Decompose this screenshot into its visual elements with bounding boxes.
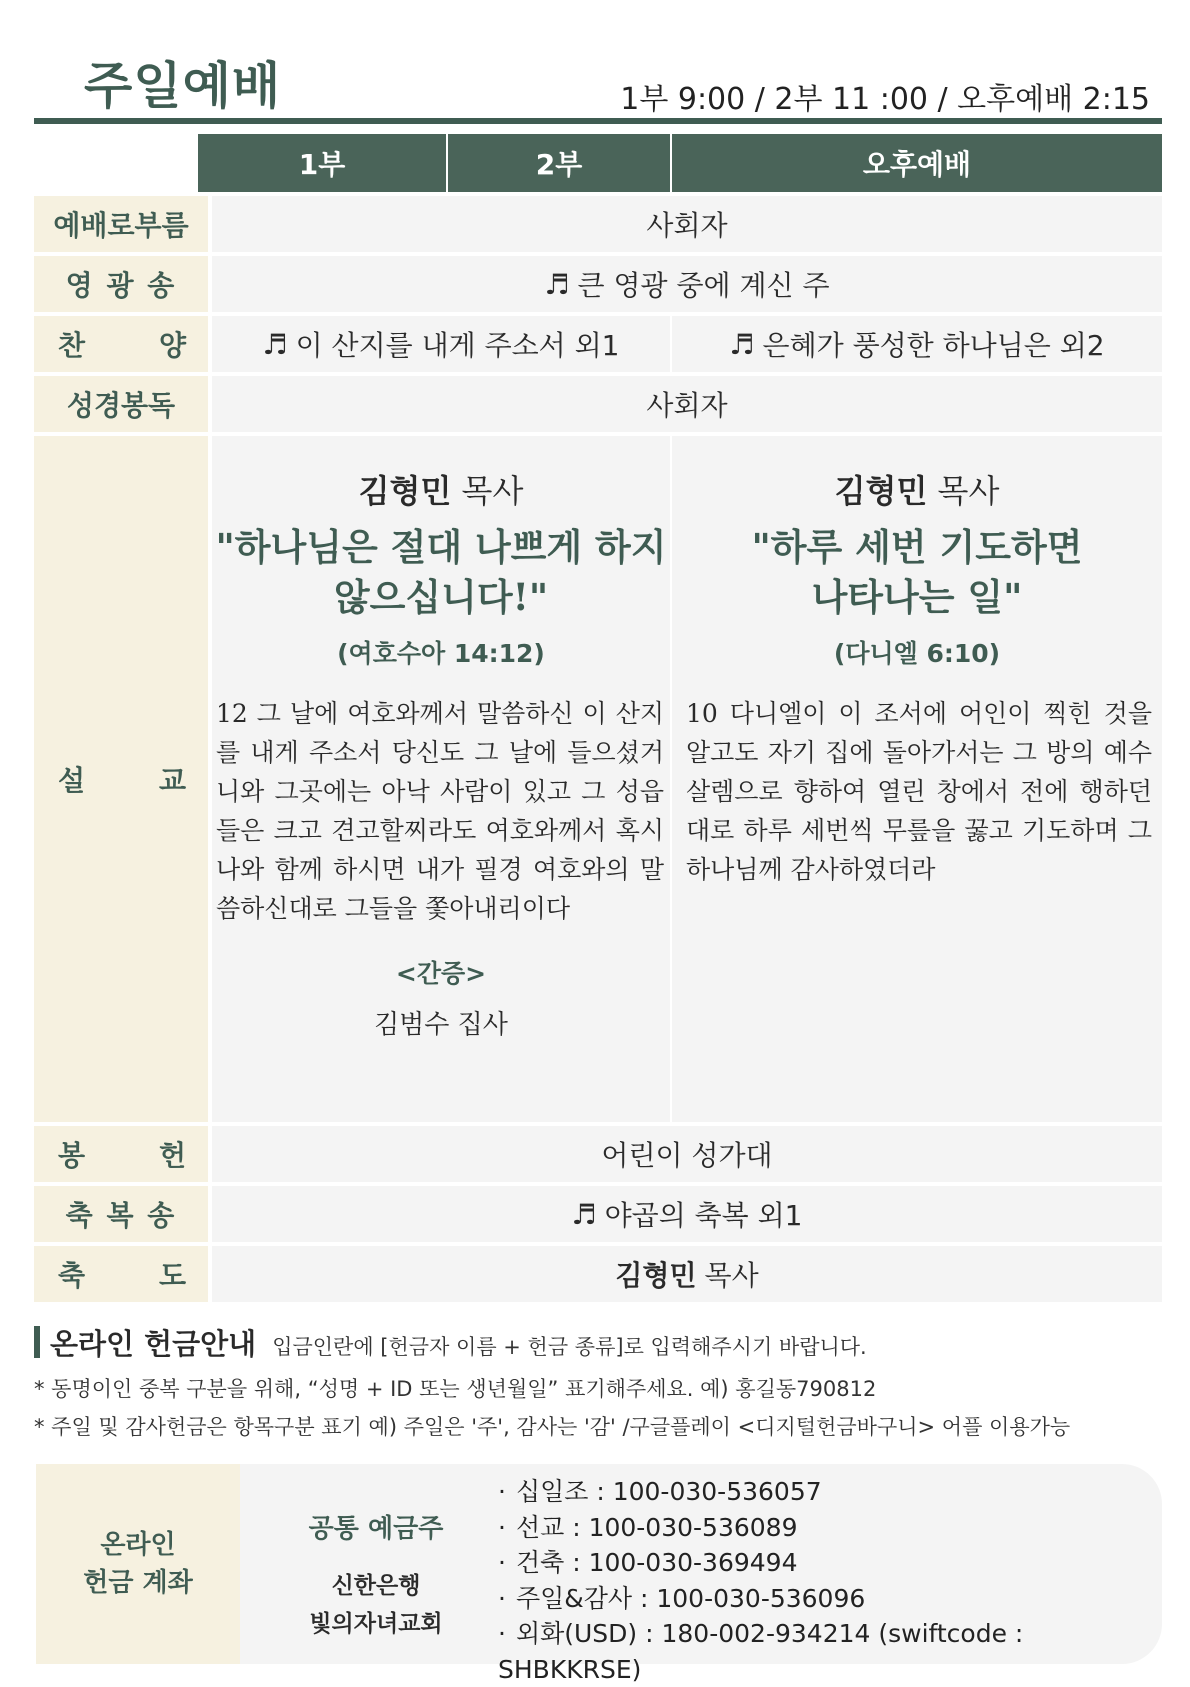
scripture-value: 사회자 — [212, 376, 1162, 432]
online-offering-note: * 동명이인 중복 구분을 위해, “성명 + ID 또는 생년월일” 표기해주세요. 예) 홍길동790812 — [34, 1377, 877, 1401]
call-value: 사회자 — [212, 196, 1162, 252]
preacher-name: 김형민 — [834, 472, 928, 510]
account-label — [36, 1464, 240, 1664]
account-item: · 주일&감사 : 100-030-536096 — [498, 1581, 1162, 1617]
account-holder-title: 공통 예금주 — [308, 1514, 444, 1544]
sermon-left — [212, 436, 670, 1122]
account-label-line: 헌금 계좌 — [83, 1568, 193, 1598]
row-label-char: 교 — [158, 764, 186, 797]
row-label-char: 봉 — [58, 1139, 86, 1172]
testimony-title: <간증> — [395, 959, 487, 988]
testimony-speaker: 김범수 집사 — [374, 1010, 508, 1040]
row-label-char: 축 — [58, 1259, 86, 1292]
blessing-song-value: 야곱의 축복 외1 — [604, 1199, 803, 1232]
blessing-song-cell — [212, 1186, 1162, 1242]
sermon-reference: (다니엘 6:10) — [833, 639, 1001, 668]
account-list — [498, 1474, 1162, 1687]
sermon-title-line: "하나님은 절대 나쁘게 하지 — [215, 525, 667, 569]
online-offering-note: * 주일 및 감사헌금은 항목구분 표기 예) 주일은 '주', 감사는 '감' /구글플레이 <디지털헌금바구니> 어플 이용가능 — [34, 1415, 1071, 1439]
account-item: · 선교 : 100-030-536089 — [498, 1510, 1162, 1546]
row-label-text: 영 광 송 — [65, 269, 177, 302]
row-label-blessing-song — [34, 1186, 208, 1242]
sermon-title-line: "하루 세번 기도하면 — [751, 525, 1083, 569]
music-note-icon: ♬ — [729, 327, 755, 361]
music-note-icon: ♬ — [262, 327, 288, 361]
account-item: · 외화(USD) : 180-002-934214 (swiftcode : SHBKKRSE) — [498, 1616, 1162, 1687]
row-label-text: 축 복 송 — [65, 1199, 177, 1232]
account-label-line: 온라인 — [100, 1530, 176, 1560]
service-times: 1부 9:00 / 2부 11 :00 / 오후예배 2:15 — [620, 82, 1150, 117]
row-label-char: 헌 — [158, 1139, 186, 1172]
online-offering-desc: 입금인란에 [헌금자 이름 + 헌금 종류]로 입력해주시기 바랍니다. — [272, 1335, 867, 1359]
online-offering-info — [34, 1322, 1162, 1441]
benediction-title: 목사 — [704, 1259, 759, 1292]
account-box — [36, 1464, 1162, 1684]
account-holder — [286, 1508, 466, 1643]
page-header — [34, 38, 1162, 124]
sermon-title — [672, 522, 1162, 622]
praise-left-value: 이 산지를 내게 주소서 외1 — [295, 329, 620, 362]
row-label-char: 설 — [58, 764, 86, 797]
row-label-benediction — [34, 1246, 208, 1302]
benediction-name: 김형민 — [615, 1259, 697, 1292]
row-label-scripture: 성경봉독 — [34, 376, 208, 432]
page-title: 주일예배 — [84, 57, 282, 115]
preacher-title: 목사 — [937, 472, 1000, 510]
row-label-char: 도 — [158, 1259, 186, 1292]
scripture-text: 12 그 날에 여호와께서 말씀하신 이 산지를 내게 주소서 당신도 그 날에 들으셨거니와 그곳에는 아낙 사람이 있고 그 성읍들은 크고 견고할찌라도 여호와께서 혹시 나와 함께 하시면 내가 필경 여호와의 말씀하신대로 그들을 쫓아내리이다 — [216, 699, 664, 923]
sermon-right — [672, 436, 1162, 1122]
praise-right-value: 은혜가 풍성한 하나님은 외2 — [762, 329, 1105, 362]
account-item: · 건축 : 100-030-369494 — [498, 1545, 1162, 1581]
sermon-reference: (여호수아 14:12) — [337, 639, 545, 668]
gloria-value: 큰 영광 중에 계신 주 — [577, 269, 830, 302]
row-label-praise — [34, 316, 208, 372]
row-label-gloria — [34, 256, 208, 312]
online-offering-title: 온라인 헌금안내 — [50, 1327, 257, 1361]
column-header-afternoon: 오후예배 — [672, 134, 1162, 192]
sermon-title-line: 않으십니다!" — [333, 575, 549, 619]
account-item: · 십일조 : 100-030-536057 — [498, 1474, 1162, 1510]
section-bar — [34, 1326, 40, 1358]
row-label-char: 양 — [158, 329, 186, 362]
row-label-call: 예배로부름 — [34, 196, 208, 252]
sermon-title-line: 나타나는 일" — [811, 575, 1023, 619]
preacher-title: 목사 — [461, 472, 524, 510]
music-note-icon: ♬ — [571, 1197, 597, 1231]
benediction-cell — [212, 1246, 1162, 1302]
column-header-second: 2부 — [448, 134, 670, 192]
account-holder-details — [286, 1567, 466, 1643]
sermon-preacher — [212, 466, 670, 512]
bank-name: 신한은행 — [331, 1573, 421, 1599]
scripture-text: 10 다니엘이 이 조서에 어인이 찍힌 것을 알고도 자기 집에 돌아가서는 그 방의 예수살렘으로 향하여 열린 창에서 전에 행하던대로 하루 세번씩 무릎을 꿇고 기도하며 그 하나님께 감사하였더라 — [686, 699, 1152, 884]
gloria-value-cell — [212, 256, 1162, 312]
row-label-char: 찬 — [58, 329, 86, 362]
online-offering-header — [34, 1322, 1162, 1363]
praise-right-cell — [672, 316, 1162, 372]
sermon-preacher — [672, 466, 1162, 512]
sermon-title — [212, 522, 670, 622]
offering-value: 어린이 성가대 — [212, 1126, 1162, 1182]
music-note-icon: ♬ — [544, 267, 570, 301]
church-name: 빛의자녀교회 — [309, 1611, 443, 1637]
row-label-offering — [34, 1126, 208, 1182]
praise-left-cell — [212, 316, 670, 372]
preacher-name: 김형민 — [358, 472, 452, 510]
row-label-sermon — [34, 436, 208, 1122]
column-header-first: 1부 — [198, 134, 446, 192]
